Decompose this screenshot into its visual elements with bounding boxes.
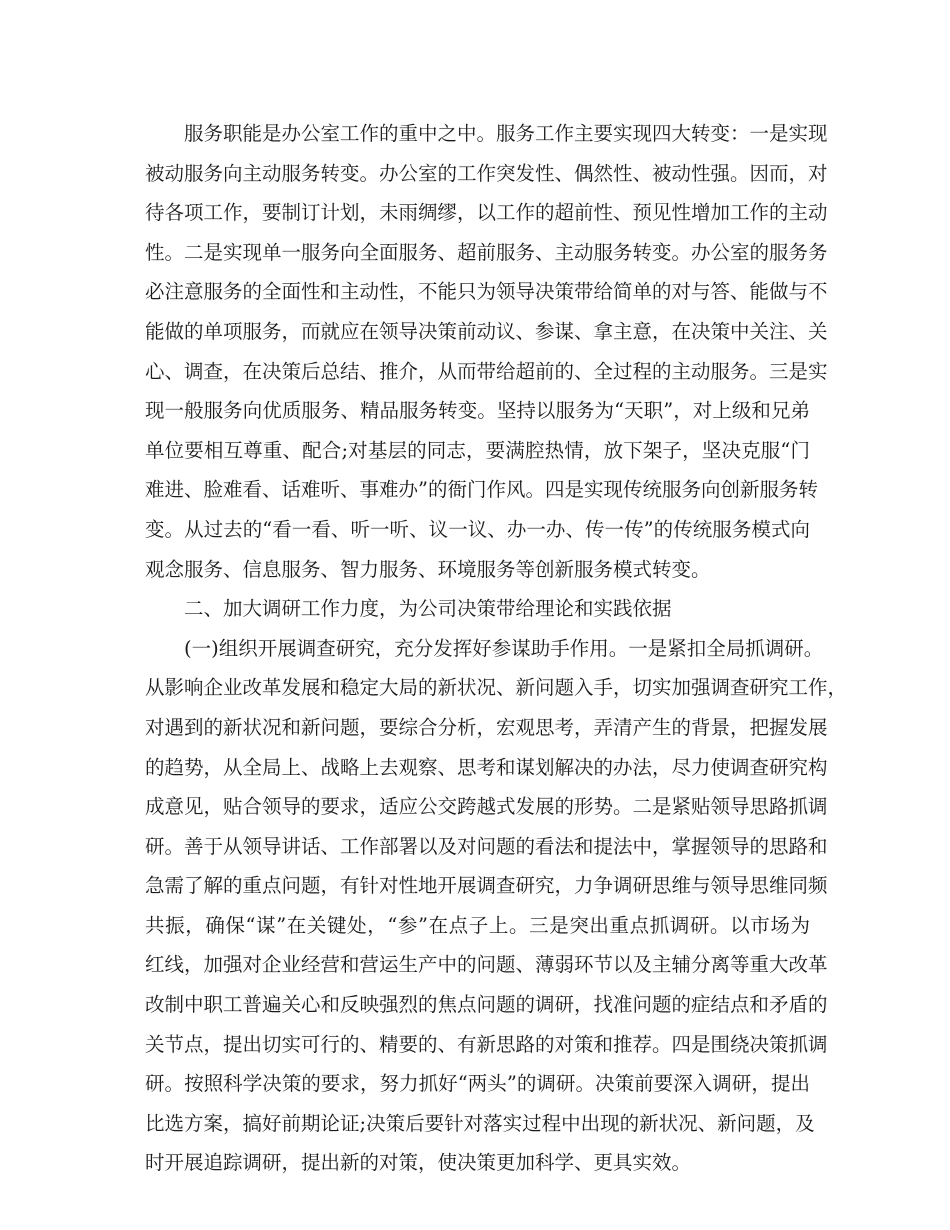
text-line: 能做的单项服务，而就应在领导决策前动议、参谋、拿主意，在决策中关注、关 [145,319,828,343]
text-line: 单位要相互尊重、配合;对基层的同志，要满腔热情，放下架子，坚决克服“门 [145,438,810,462]
paragraph-first-line: (一)组织开展调查研究，充分发挥好参谋助手作用。一是紧扣全局抓调研。 [184,636,824,660]
text-line: 研。善于从领导讲话、工作部署以及对问题的看法和提法中，掌握领导的思路和 [145,834,828,858]
text-line: 难进、脸难看、话难听、事难办”的衙门作风。四是实现传统服务向创新服务转 [145,478,818,502]
text-line: 必注意服务的全面性和主动性，不能只为领导决策带给简单的对与答、能做与不 [145,280,828,304]
document-body [145,114,848,1183]
text-line: 变。从过去的“看一看、听一听、议一议、办一办、传一传”的传统服务模式向 [145,517,810,541]
paragraph-first-line: 二、加大调研工作力度，为公司决策带给理论和实践依据 [184,597,672,621]
text-line: 心、调查，在决策后总结、推介，从而带给超前的、全过程的主动服务。三是实 [145,359,828,383]
text-line: 红线，加强对企业经营和营运生产中的问题、薄弱环节以及主辅分离等重大改革 [145,953,828,977]
text-line: 关节点，提出切实可行的、精要的、有新思路的对策和推荐。四是围绕决策抓调 [145,1032,828,1056]
text-line: 待各项工作，要制订计划，未雨绸缪，以工作的超前性、预见性增加工作的主动 [145,201,828,225]
text-line: 成意见，贴合领导的要求，适应公交跨越式发展的形势。二是紧贴领导思路抓调 [145,795,828,819]
text-line: 研。按照科学决策的要求，努力抓好“两头”的调研。决策前要深入调研，提出 [145,1072,810,1096]
text-line: 比选方案，搞好前期论证;决策后要针对落实过程中出现的新状况、新问题，及 [145,1111,815,1135]
text-line: 从影响企业改革发展和稳定大局的新状况、新问题入手，切实加强调查研究工作， [145,676,848,700]
text-line: 的趋势，从全局上、战略上去观察、思考和谋划解决的办法，尽力使调查研究构 [145,755,828,779]
text-line: 时开展追踪调研，提出新的对策，使决策更加科学、更具实效。 [145,1151,692,1175]
text-line: 共振，确保“谋”在关键处，“参”在点子上。三是突出重点抓调研。以市场为 [145,913,810,937]
text-line: 现一般服务向优质服务、精品服务转变。坚持以服务为“天职”，对上级和兄弟 [145,399,810,423]
paragraph-first-line: 服务职能是办公室工作的重中之中。服务工作主要实现四大转变：一是实现 [184,122,828,145]
text-line: 急需了解的重点问题，有针对性地开展调查研究，力争调研思维与领导思维同频 [145,874,828,898]
text-line: 观念服务、信息服务、智力服务、环境服务等创新服务模式转变。 [145,557,711,581]
text-line: 被动服务向主动服务转变。办公室的工作突发性、偶然性、被动性强。因而，对 [145,161,828,185]
text-line: 改制中职工普遍关心和反映强烈的焦点问题的调研，找准问题的症结点和矛盾的 [145,993,828,1017]
text-line: 性。二是实现单一服务向全面服务、超前服务、主动服务转变。办公室的服务务 [145,240,828,264]
text-line: 对遇到的新状况和新问题，要综合分析，宏观思考，弄清产生的背景，把握发展 [145,715,828,739]
